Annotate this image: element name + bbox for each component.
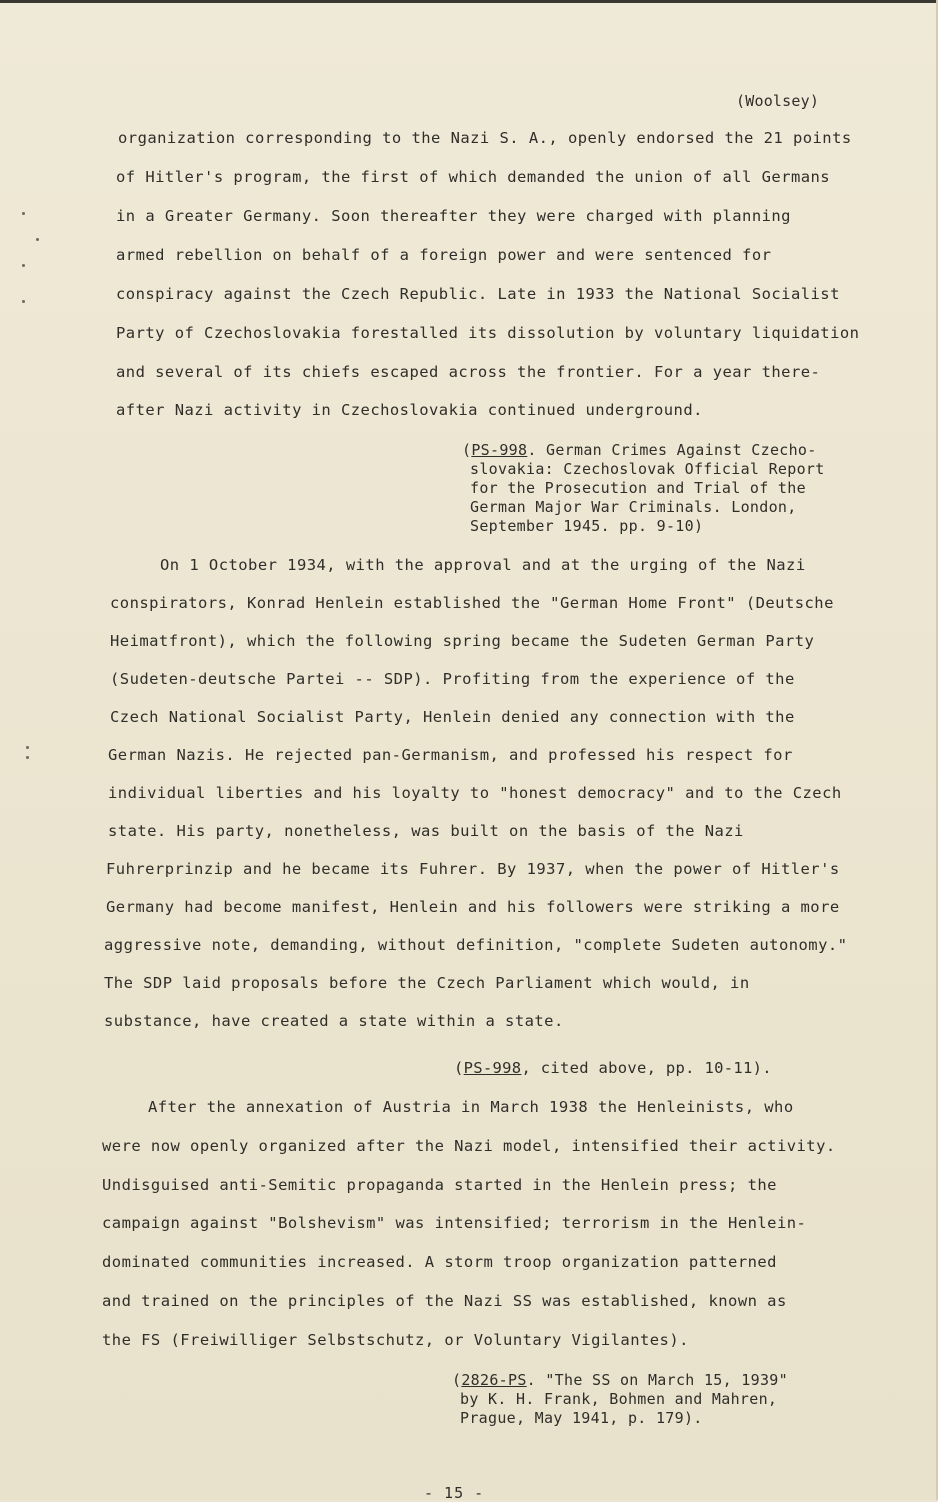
- text-line: armed rebellion on behalf of a foreign power and were sentenced for: [116, 246, 772, 264]
- text-line: individual liberties and his loyalty to "honest democracy" and to the Czech: [108, 784, 842, 802]
- citation-reference: PS-998: [471, 441, 528, 459]
- text-line: Germany had become manifest, Henlein and his followers were striking a more: [106, 898, 840, 916]
- text-line: Fuhrerprinzip and he became its Fuhrer. By 1937, when the power of Hitler's: [106, 860, 840, 878]
- citation-reference: 2826-PS: [461, 1371, 527, 1389]
- citation-line: German Major War Criminals. London,: [470, 498, 797, 516]
- text-line: (Sudeten-deutsche Partei -- SDP). Profiting from the experience of the: [110, 670, 795, 688]
- text-line: On 1 October 1934, with the approval and at the urging of the Nazi: [160, 556, 806, 574]
- citation-line: Prague, May 1941, p. 179).: [460, 1409, 703, 1427]
- citation-line: (PS-998. German Crimes Against Czecho-: [462, 441, 817, 459]
- margin-speck: [22, 212, 25, 215]
- text-line: The SDP laid proposals before the Czech Parliament which would, in: [104, 974, 750, 992]
- text-line: of Hitler's program, the first of which demanded the union of all Germans: [116, 168, 831, 186]
- text-line: Czech National Socialist Party, Henlein denied any connection with the: [110, 708, 795, 726]
- page-number: - 15 -: [424, 1484, 485, 1502]
- citation-line: by K. H. Frank, Bohmen and Mahren,: [460, 1390, 778, 1408]
- margin-speck: [26, 746, 29, 749]
- text-line: after Nazi activity in Czechoslovakia continued underground.: [116, 401, 703, 419]
- margin-speck: [22, 264, 25, 267]
- text-line: campaign against "Bolshevism" was intensified; terrorism in the Henlein-: [102, 1214, 807, 1232]
- page-top-edge: [0, 0, 938, 3]
- text-line: the FS (Freiwilliger Selbstschutz, or Voluntary Vigilantes).: [102, 1331, 689, 1349]
- text-line: aggressive note, demanding, without definition, "complete Sudeten autonomy.": [104, 936, 848, 954]
- text-line: German Nazis. He rejected pan-Germanism, and professed his respect for: [108, 746, 793, 764]
- text-line: and trained on the principles of the Nazi SS was established, known as: [102, 1292, 787, 1310]
- citation-reference: PS-998: [463, 1059, 522, 1077]
- citation-line: (2826-PS. "The SS on March 15, 1939": [452, 1371, 788, 1389]
- text-line: dominated communities increased. A storm troop organization patterned: [102, 1253, 777, 1271]
- citation-line: slovakia: Czechoslovak Official Report: [470, 460, 825, 478]
- margin-speck: [26, 756, 29, 759]
- text-line: After the annexation of Austria in March 1938 the Henleinists, who: [148, 1098, 794, 1116]
- text-line: Party of Czechoslovakia forestalled its dissolution by voluntary liquidation: [116, 324, 860, 342]
- text-line: state. His party, nonetheless, was built on the basis of the Nazi: [108, 822, 744, 840]
- text-line: in a Greater Germany. Soon thereafter they were charged with planning: [116, 207, 791, 225]
- text-line: conspiracy against the Czech Republic. Late in 1933 the National Socialist: [116, 285, 840, 303]
- text-line: were now openly organized after the Nazi model, intensified their activity.: [102, 1137, 836, 1155]
- text-line: conspirators, Konrad Henlein established the "German Home Front" (Deutsche: [110, 594, 834, 612]
- text-line: organization corresponding to the Nazi S. A., openly endorsed the 21 points: [118, 129, 852, 147]
- citation-line: September 1945. pp. 9-10): [470, 517, 704, 535]
- text-line: and several of its chiefs escaped across the frontier. For a year there-: [116, 363, 821, 381]
- citation-2: (PS-998, cited above, pp. 10-11).: [454, 1059, 772, 1077]
- author-header: (Woolsey): [736, 92, 820, 110]
- text-line: substance, have created a state within a state.: [104, 1012, 564, 1030]
- margin-speck: [22, 300, 25, 303]
- text-line: Undisguised anti-Semitic propaganda started in the Henlein press; the: [102, 1176, 777, 1194]
- text-line: Heimatfront), which the following spring became the Sudeten German Party: [110, 632, 815, 650]
- citation-line: for the Prosecution and Trial of the: [470, 479, 806, 497]
- margin-speck: [36, 238, 39, 241]
